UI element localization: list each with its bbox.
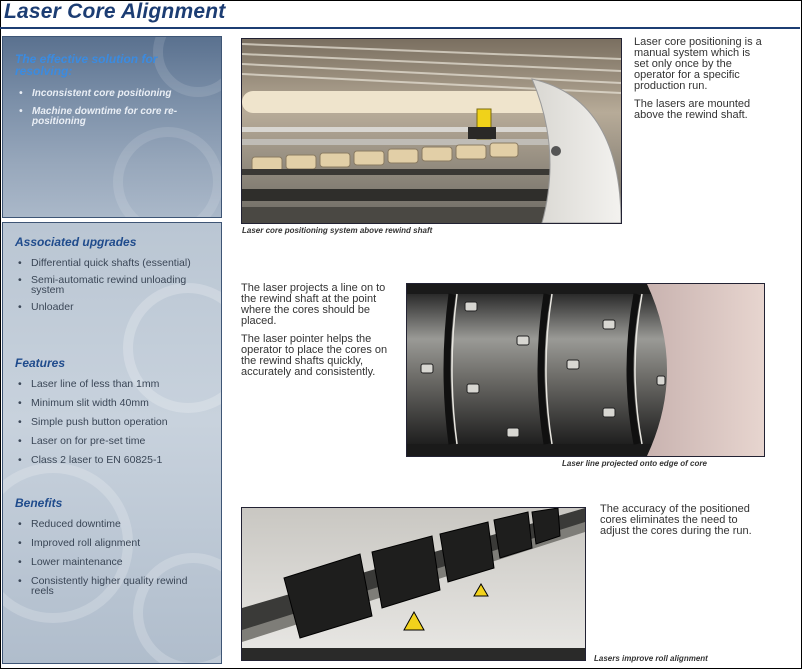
paragraph: The accuracy of the positioned cores eliminates the need to adjust the cores during the run.	[600, 503, 752, 537]
list-item: • Semi-automatic rewind unloading system	[15, 275, 210, 295]
benefits-heading: Benefits	[15, 496, 63, 510]
paragraph: The laser projects a line on to the rewind shaft at the point where the cores should be placed.	[241, 282, 386, 327]
photo-laser-units-row	[241, 507, 586, 661]
list-item: • Differential quick shafts (essential)	[15, 258, 210, 268]
features-list	[15, 379, 220, 474]
list-item: • Laser on for pre-set time	[15, 436, 220, 446]
photo-caption: Laser core positioning system above rewind shaft	[242, 226, 433, 235]
list-item: • Improved roll alignment	[15, 538, 205, 548]
section1-text	[634, 37, 764, 128]
list-item: • Laser line of less than 1mm	[15, 379, 220, 389]
solution-box	[2, 36, 222, 218]
photo-caption: Laser line projected onto edge of core	[562, 459, 707, 468]
solution-list	[15, 89, 215, 135]
upgrades-heading: Associated upgrades	[15, 235, 137, 249]
solution-heading: The effective solution for resolving:	[15, 52, 158, 78]
list-item: • Class 2 laser to EN 60825-1	[15, 455, 220, 465]
upgrades-list	[15, 258, 210, 319]
page-title: Laser Core Alignment	[4, 0, 226, 23]
paragraph: The laser pointer helps the operator to place the cores on the rewind shafts quickly, accurately and consistently.	[241, 333, 388, 378]
list-item: • Machine downtime for core re-positioning	[15, 107, 215, 127]
features-heading: Features	[15, 356, 66, 370]
list-item: • Simple push button operation	[15, 417, 220, 427]
paragraph: Laser core positioning is a manual system which is set only once by the operator for a specific production run.	[634, 36, 762, 92]
title-divider	[0, 27, 800, 29]
photo-laser-positioning-system	[241, 38, 622, 224]
list-item: • Unloader	[15, 302, 210, 312]
list-item: • Reduced downtime	[15, 519, 205, 529]
photo-caption: Lasers improve roll alignment	[594, 654, 708, 663]
photo-laser-line-on-core	[406, 283, 765, 457]
section2-text	[241, 283, 393, 385]
paragraph: The lasers are mounted above the rewind shaft.	[634, 98, 751, 121]
list-item: • Inconsistent core positioning	[15, 89, 215, 99]
section3-text	[600, 504, 765, 544]
list-item: • Consistently higher quality rewind reels	[15, 576, 205, 596]
details-box	[2, 222, 222, 664]
list-item: • Minimum slit width 40mm	[15, 398, 220, 408]
photo-illustration	[407, 284, 764, 456]
photo-illustration	[242, 39, 621, 223]
list-item: • Lower maintenance	[15, 557, 205, 567]
benefits-list	[15, 519, 205, 605]
photo-illustration	[242, 508, 585, 660]
gear-watermark-icon	[113, 127, 222, 218]
